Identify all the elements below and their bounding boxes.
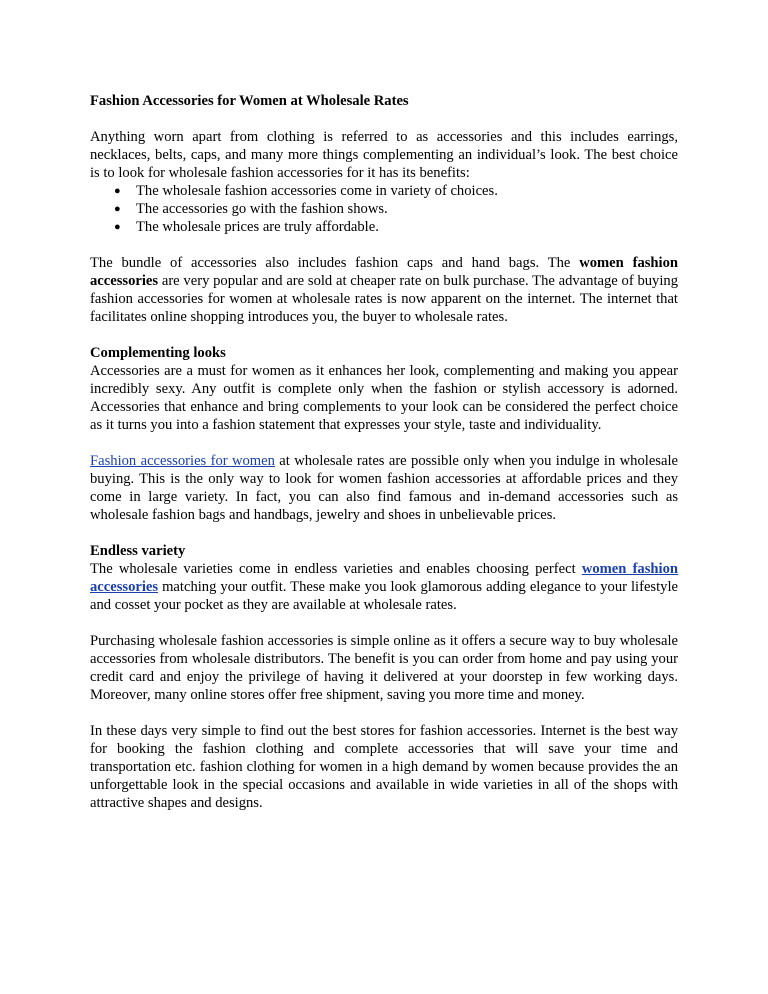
benefits-list [90, 182, 678, 236]
bullet-icon: ● [114, 185, 121, 197]
bundle-text-start: The bundle of accessories also includes fashion caps and hand bags. The [90, 255, 580, 271]
wholesale-buying-paragraph [90, 452, 678, 524]
fashion-accessories-link[interactable]: Fashion accessories for women [90, 453, 275, 469]
bullet-icon: ● [114, 221, 121, 233]
bullet-icon: ● [114, 203, 121, 215]
section-heading-complementing: Complementing looks [90, 345, 226, 361]
purchasing-paragraph: Purchasing wholesale fashion accessories is simple online as it offers a secure way to buy wholesale accessories from wholesale distributors. The benefit is you can order from home and pay using your credit card and enjoy the privilege of having it delivered at your doorstep in few working days. Moreover, many online stores offer free shipment, saving you more time and money. [90, 633, 678, 703]
wholesale-buying-text: at wholesale rates are possible only when you indulge in wholesale buying. This is the only way to look for women fashion accessories at affordable prices and they come in large variety. In fact, you can also find famous and in-demand accessories such as wholesale fashion bags and handbags, jewelry and shoes in unbelievable prices. [90, 453, 678, 523]
bundle-bold-phrase: women fashion accessories [90, 255, 679, 289]
endless-variety-text-end: matching your outfit. These make you look glamorous adding elegance to your lifestyle and cosset your pocket as they are available at wholesale rates. [90, 579, 678, 613]
intro-paragraph: Anything worn apart from clothing is referred to as accessories and this includes earrings, necklaces, belts, caps, and many more things complementing an individual’s look. The best choice is to look for wholesale fashion accessories for it has its benefits: [90, 129, 678, 181]
endless-variety-text-start: The wholesale varieties come in endless varieties and enables choosing perfect [90, 561, 582, 577]
list-item-text: The wholesale fashion accessories come in variety of choices. [136, 183, 498, 199]
document-page [90, 92, 678, 812]
women-fashion-accessories-link[interactable]: women fashion accessories [90, 561, 678, 595]
list-item-text: The accessories go with the fashion shows. [136, 201, 388, 217]
bundle-text-end: are very popular and are sold at cheaper rate on bulk purchase. The advantage of buying fashion accessories for women at wholesale rates is now apparent on the internet. The internet that facilitates online shopping introduces you, the buyer to wholesale rates. [90, 273, 678, 325]
document-title: Fashion Accessories for Women at Wholesale Rates [90, 93, 409, 109]
complementing-paragraph: Accessories are a must for women as it enhances her look, complementing and making you appear incredibly sexy. Any outfit is complete only when the fashion or stylish accessory is adorned. Accessories that enhance and bring complements to your look can be considered the perfect choice as it turns you into a fashion statement that expresses your style, taste and individuality. [90, 363, 678, 433]
bundle-paragraph [90, 254, 678, 326]
list-item [90, 182, 678, 200]
closing-paragraph: In these days very simple to find out the best stores for fashion accessories. Internet is the best way for booking the fashion clothing and complete accessories that will save your time and transportation etc. fashion clothing for women in a high demand by women because provides the an unforgettable look in the special occasions and available in wide varieties in all of the shops with attractive shapes and designs. [90, 723, 678, 811]
list-item [90, 218, 678, 236]
list-item-text: The wholesale prices are truly affordable. [136, 219, 379, 235]
section-heading-endless-variety: Endless variety [90, 543, 186, 559]
endless-variety-paragraph [90, 560, 678, 614]
list-item [90, 200, 678, 218]
